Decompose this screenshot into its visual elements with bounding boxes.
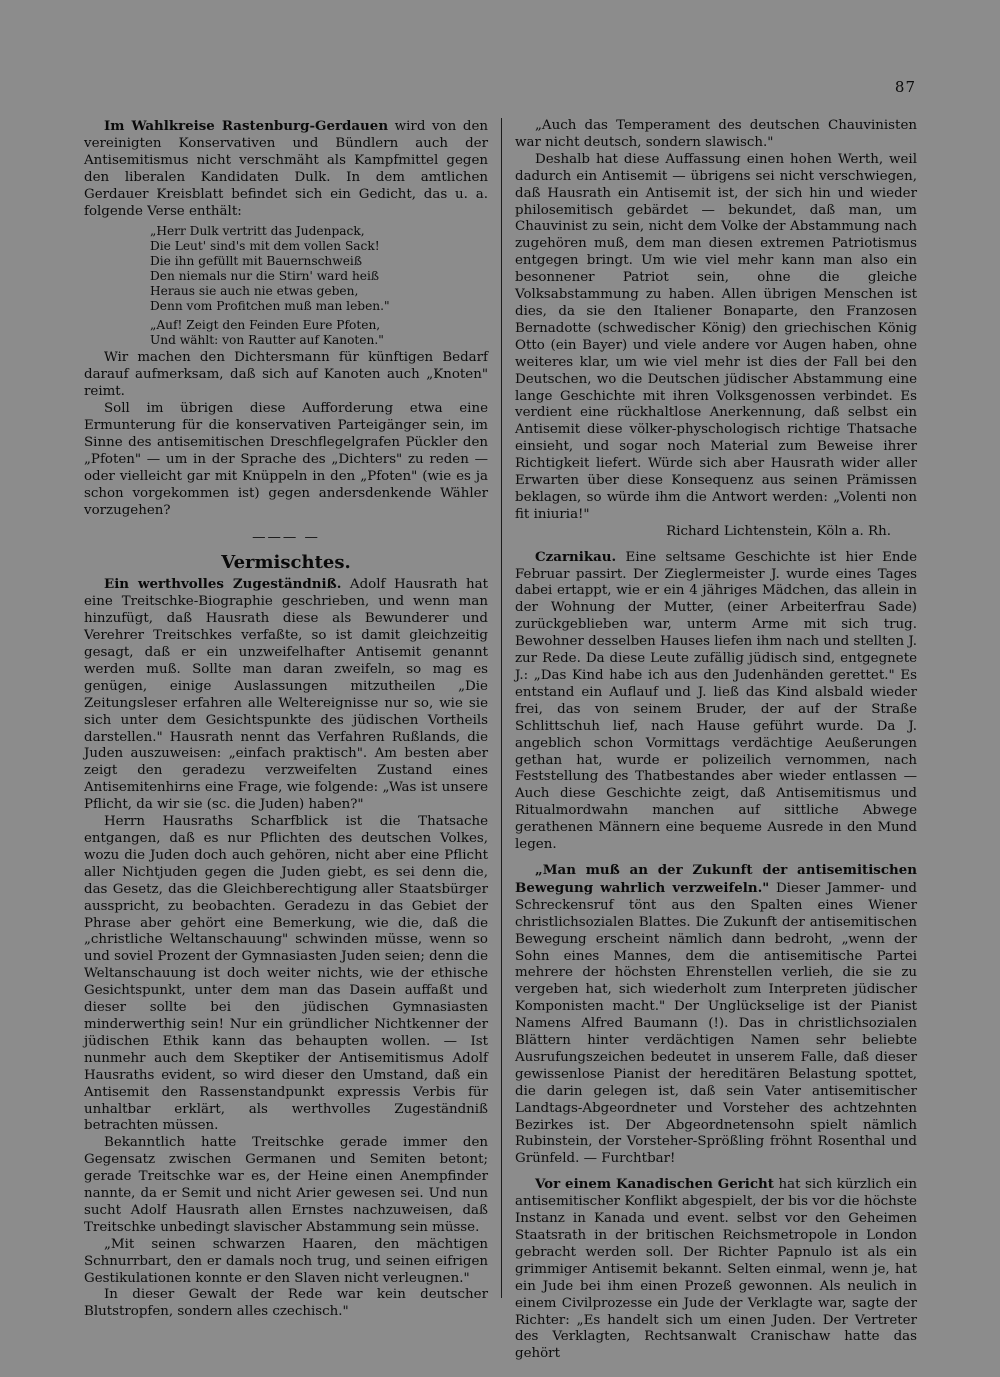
paragraph-text: „Auch das Temperament des deutschen Chauvinisten war nicht deutsch, sondern slawisch." xyxy=(515,118,917,150)
article-heading: Czarnikau. xyxy=(535,548,617,565)
paragraph xyxy=(84,814,488,1135)
article-heading: Vor einem Kanadischen Gericht xyxy=(535,1176,774,1193)
paragraph-text: Bekanntlich hatte Treitschke gerade immer den Gegensatz zwischen Germanen und Semiten betont; gerade Treitschke war es, der Heine einen Anempfinder nannte, da er Semit und nicht Arier gewesen sei. Und nun sucht Adolf Hausrath allen Ernstes nachzuweisen, daß Treitschke unbedingt slavischer Abstammung sein müsse. xyxy=(84,1135,488,1235)
spacer xyxy=(515,854,917,862)
poem-line: Den niemals nur die Stirn' ward heiß xyxy=(150,269,380,284)
spacer xyxy=(515,1168,917,1176)
paragraph xyxy=(84,576,488,814)
paragraph-text: Deshalb hat diese Auffassung einen hohen Werth, weil dadurch ein Antisemit — übrigens sei nicht verschwiegen, daß Hausrath ein Antisemit ist, der sich hin und wieder philosemitisch gebärdet — bekundet, daß man, um Chauvinist zu sein, nicht dem Volke der Abstammung nach zugehören muß, dem man diesen extremen Patriotismus entgegen bringt. Um wie viel mehr kann man also ein besonnener Patriot sein, ohne die gleiche Volksabstammung zu haben. Allen übrigen Menschen ist dies, da sie den Italiener Bonaparte, den Franzosen Bernadotte (schwedischer König) den griechischen König Otto (ein Bayer) und viele andere vor Augen haben, ohne weiteres klar, um wie viel mehr ist dies der Fall bei den Deutschen, wo die Deutschen jüdischer Abstammung eine lange Geschichte mit ihren Volksgenossen verbindet. Es verdient eine rückhaltlose Anerkennung, daß selbst ein Antisemit diese völker-physchologisch richtige Thatsache einsieht, und sogar noch Material zum Beweise ihrer Richtigkeit liefert. Würde sich aber Hausrath wider aller Erwarten über diese Konsequenz aus seinen Prämissen beklagen, so würde ihm die Antwort werden: „Volenti non fit iniuria!" xyxy=(515,151,917,522)
poem-line: Denn vom Profitchen muß man leben." xyxy=(150,299,390,314)
paragraph xyxy=(84,350,488,401)
author-signature: Richard Lichtenstein, Köln a. Rh. xyxy=(666,523,891,539)
poem-line: Heraus sie auch nie etwas geben, xyxy=(150,284,359,299)
spacer xyxy=(515,541,917,549)
paragraph xyxy=(515,862,917,1168)
paragraph-text: „Mit seinen schwarzen Haaren, den mächtigen Schnurrbart, den er damals noch trug, und seinen eifrigen Gestikulationen konnte er den Slaven nicht verleugnen." xyxy=(84,1236,488,1286)
paragraph xyxy=(515,152,917,524)
page-number: 87 xyxy=(894,78,916,96)
poem-line: „Auf! Zeigt den Feinden Eure Pfoten, xyxy=(150,318,381,333)
paragraph-text: Adolf Hausrath hat eine Treitschke-Biographie geschrieben, und wenn man hinzufügt, daß Hausrath diese als Bewunderer und Verehrer Treitschkes verfaßte, so ist damit gleichzeitig gesagt, daß er ein unzweifelhafter Antisemit genannt werden muß. Sollte man daran zweifeln, so mag es genügen, einige Auslassungen mitzutheilen „Die Zeitungsleser erfahren alle Weltereignisse nur so, wie sie sich unter dem Gesichtspunkte des jüdischen Vortheils darstellen." Hausrath nennt das Verfahren Rußlands, die Juden auszuweisen: „einfach praktisch". Am besten aber zeigt den geradezu verzweifelten Zustand eines Antisemitenhirns eine Frage, wie folgende: „Was ist unsere Pflicht, da wir sie (sc. die Juden) haben?" xyxy=(84,577,488,813)
poem-line: „Herr Dulk vertritt das Judenpack, xyxy=(150,224,365,239)
paragraph xyxy=(515,1176,917,1363)
section-title: Vermischtes. xyxy=(221,552,351,574)
paragraph-text: Dieser Jammer- und Schreckensruf tönt aus den Spalten eines Wiener christlichsozialen Blattes. Die Zukunft der antisemitischen Bewegung erscheint nämlich dann bedroht, „wenn der Sohn eines Mannes, dem die antisemitische Partei mehrere der höchsten Ehrenstellen verlieh, die sie zu vergeben hat, sich wiederholt zum Interpreten jüdischer Komponisten macht." Der Unglückselige ist der Pianist Namens Alfred Baumann (!). Das in christlichsozialen Blättern hinter verdächtigen Namen sehr beliebte Ausrufungszeichen bedeutet in unserem Falle, daß dieser gewissenlose Pianist der hereditären Belastung spottet, die darin gelegen ist, daß sein Vater antisemitischer Landtags-Abgeordneter und Vorsteher des achtzehnten Bezirkes ist. Der Abgeordnetensohn spielt nämlich Rubinstein, der Vorsteher-Sprößling fröhnt Rosenthal und Grünfeld. — Furchtbar! xyxy=(515,880,918,1167)
section-separator: ——— — xyxy=(252,529,320,545)
paragraph-text: hat sich kürzlich ein antisemitischer Konflikt abgespielt, der bis vor die höchste Instanz in Kanada und event. selbst vor den Geheimen Staatsrath in der britischen Reichsmetropole in London gebracht werden soll. Der Richter Papnulo ist als ein grimmiger Antisemit bekannt. Selten einmal, wenn je, hat ein Jude bei ihm einen Prozeß gewonnen. Als neulich in einem Civilprozesse ein Jude der Verklagte war, sagte der Richter: „Es handelt sich um einen Juden. Der Vertreter des Verklagten, Rechtsanwalt Cranischaw hatte das gehört xyxy=(515,1177,917,1362)
poem-line: Und wählt: von Rautter auf Kanoten." xyxy=(150,333,384,348)
paragraph xyxy=(84,1237,488,1288)
paragraph xyxy=(84,118,488,220)
right-column xyxy=(515,118,917,1363)
article-heading: „Man muß an der Zukunft der antisemitischen Bewegung wahrlich verzweifeln." xyxy=(515,861,917,896)
paragraph-text: Wir machen den Dichtersmann für künftigen Bedarf darauf aufmerksam, daß sich auf Kanoten auch „Knoten" reimt. xyxy=(84,350,488,400)
column-divider xyxy=(501,118,502,1298)
poem-stanza xyxy=(150,224,488,314)
paragraph xyxy=(515,118,917,152)
article-heading: Im Wahlkreise Rastenburg-Gerdauen xyxy=(104,118,389,134)
paragraph xyxy=(515,549,917,854)
paragraph-text: Soll im übrigen diese Aufforderung etwa eine Ermunterung für die konservativen Parteigänger sein, im Sinne des antisemitischen Dreschflegelgrafen Pückler den „Pfoten" — um in der Sprache des „Dichters" zu reden — oder vielleicht gar mit Knüppeln in den „Pfoten" (wie es ja schon vorgekommen ist) gegen andersdenkende Wähler vorzugehen? xyxy=(84,401,488,518)
left-column xyxy=(84,118,488,1321)
poem-line: Die ihn gefüllt mit Bauernschweiß xyxy=(150,254,362,269)
paragraph xyxy=(84,401,488,519)
paragraph-text: In dieser Gewalt der Rede war kein deutscher Blutstropfen, sondern alles czechisch." xyxy=(84,1287,488,1320)
paragraph-text: Herrn Hausraths Scharfblick ist die Thatsache entgangen, daß es nur Pflichten des deutschen Volkes, wozu die Juden doch auch gehören, nicht aber eine Pflicht aller Nichtjuden gegen die Juden giebt, es sei denn die, das Gesetz, das die Gleichberechtigung aller Staatsbürger ausspricht, zu beobachten. Geradezu in das Gebiet der Phrase aber gehört eine Bemerkung, wie die, daß die „christliche Weltanschauung" schwinden müsse, wenn so und soviel Prozent der Gymnasiasten Juden seien; denn die Weltanschauung ist doch weiter nichts, wie der ethische Gesichtspunkt, unter dem man das Dasein auffaßt und dieser sollte bei den jüdischen Gymnasiasten minderwerthig sein! Nur ein gründlicher Nichtkenner der jüdischen Ethik kann das behaupten wollen. — Ist nunmehr auch dem Skeptiker der Antisemitismus Adolf Hausraths evident, so wird dieser den Umstand, daß ein Antisemit den Rassenstandpunkt expressis Verbis für unhaltbar erklärt, als werthvolles Zugeständniß betrachten müssen. xyxy=(84,814,488,1134)
paragraph-text: Eine seltsame Geschichte ist hier Ende Februar passirt. Der Zieglermeister J. wurde eines Tages dabei ertappt, wie er ein 4 jähriges Mädchen, das allein in der Wohnung der Mutter, (einer Arbeiterfrau Sade) zurückgeblieben war, unterm Arme mit sich trug. Bewohner desselben Hauses liefen ihm nach und stellten J. zur Rede. Da diese Leute zufällig jüdisch sind, entgegnete J.: „Das Kind habe ich aus den Judenhänden gerettet." Es entstand ein Auflauf und J. ließ das Kind alsbald wieder frei, das von seinem Bruder, der auf der Straße Schlittschuh lief, nach Hause geführt wurde. Da J. angeblich schon Vormittags verdächtige Aeußerungen gethan hat, wurde er polizeilich vernommen, nach Feststellung des Thatbestandes aber wieder entlassen — Auch diese Geschichte zeigt, daß Antisemitismus und Ritualmordwahn manchen auf sittliche Abwege gerathenen Männern eine bequeme Ausrede in den Mund legen. xyxy=(515,549,917,853)
paragraph xyxy=(84,1287,488,1321)
article-heading: Ein werthvolles Zugeständniß. xyxy=(104,576,342,593)
poem-line: Die Leut' sind's mit dem vollen Sack! xyxy=(150,239,380,254)
paragraph-text: wird von den vereinigten Konservativen und Bündlern auch der Antisemitismus nicht verschmäht als Kampfmittel gegen den liberalen Kandidaten Dulk. In dem amtlichen Gerdauer Kreisblatt befindet sich ein Gedicht, das u. a. folgende Verse enthält: xyxy=(84,119,488,219)
poem-stanza xyxy=(150,318,488,348)
paragraph xyxy=(84,1135,488,1236)
